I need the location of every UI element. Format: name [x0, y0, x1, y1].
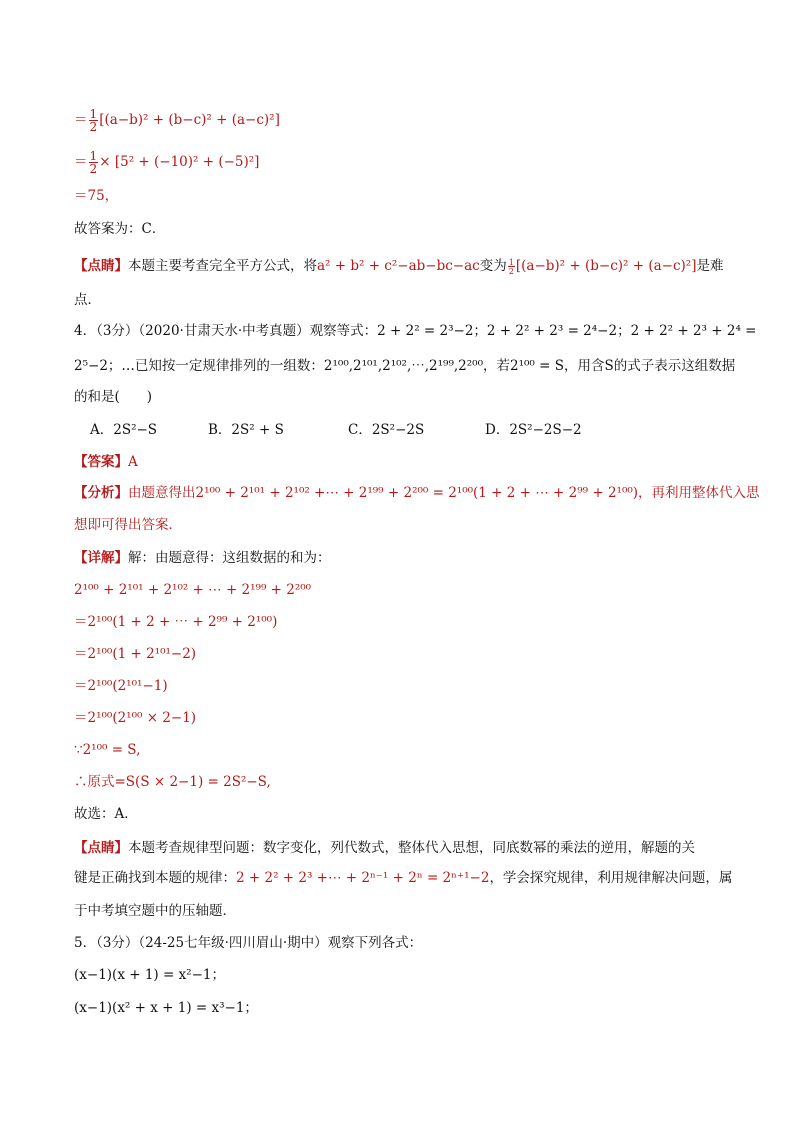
solution-line-3: ＝75， — [74, 188, 119, 204]
detail-line: 【详解】解：由题意得：这组数据的和为： — [74, 550, 331, 566]
question-5-eq-1: (x−1)(x + 1) = x²−1； — [74, 967, 225, 983]
tip-paragraph-2-line-2: 键是正确找到本题的规律：2 + 2² + 2³ +⋯ + 2ⁿ⁻¹ + 2ⁿ = 2ⁿ⁺¹−2，学会探究规律，利用规律解决问题，属 — [74, 870, 733, 886]
detail-step-2: ＝2¹⁰⁰(1 + 2 + ⋯ + 2⁹⁹ + 2¹⁰⁰) — [74, 614, 278, 630]
math-expression: a² + b² + c²−ab−bc−ac — [317, 258, 480, 274]
tip-paragraph-1: 【点睛】本题主要考查完全平方公式，将a² + b² + c²−ab−bc−ac变为 $\frac{1}{2}$ [(a−b)² + (b−c)² + (a−c)²]是难 — [74, 256, 724, 276]
math-expression: 2 + 2² = 2³−2；2 + 2² + 2³ = 2⁴−2；2 + 2² + 2³ + 2⁴ = — [377, 323, 757, 339]
tip-paragraph-1-cont: 点． — [74, 292, 101, 308]
math-expression: 2¹⁰⁰,2¹⁰¹,2¹⁰²,⋯,2¹⁹⁹,2²⁰⁰ — [323, 358, 483, 374]
detail-step-7: ∴原式=S(S × 2−1) = 2S²−S, — [74, 774, 271, 790]
math-expression: 2¹⁰⁰ + 2¹⁰¹ + 2¹⁰² +⋯ + 2¹⁹⁹ + 2²⁰⁰ = 2¹⁰⁰(1 + 2 + ⋯ + 2⁹⁹ + 2¹⁰⁰) — [195, 485, 639, 501]
question-5-eq-2: (x−1)(x² + x + 1) = x³−1； — [74, 1000, 258, 1016]
math-expression: [(a−b)² + (b−c)² + (a−c)²] — [99, 112, 280, 129]
math-expression: 2¹⁰⁰ = S — [510, 358, 564, 374]
math-expression: [(a−b)² + (b−c)² + (a−c)²] — [515, 258, 697, 274]
equals-sign: ＝ — [74, 112, 88, 129]
fraction-half: $\frac{1}{2}$ — [508, 256, 514, 276]
analysis-tag: 【分析】 — [74, 485, 128, 501]
solution-line-2 — [74, 150, 728, 175]
answer-line — [74, 452, 728, 472]
math-expression: × [5² + (−10)² + (−5)²] — [99, 154, 260, 171]
tip-tag: 【点睛】 — [74, 840, 128, 856]
answer-tag: 【答案】 — [74, 454, 128, 470]
detail-conclusion: 故选：A． — [74, 806, 138, 822]
equals-sign: ＝ — [74, 154, 88, 171]
analysis-line-1: 【分析】由题意得出2¹⁰⁰ + 2¹⁰¹ + 2¹⁰² +⋯ + 2¹⁹⁹ + 2²⁰⁰ = 2¹⁰⁰(1 + 2 + ⋯ + 2⁹⁹ + 2¹⁰⁰)，再利用整体代入思 — [74, 485, 760, 501]
tip-paragraph-2-line-3: 于中考填空题中的压轴题． — [74, 903, 236, 919]
option-b: B．2S² + S — [208, 422, 284, 438]
analysis-line-2: 想即可得出答案． — [74, 517, 182, 533]
question-4-options — [90, 420, 728, 440]
option-d: D．2S²−2S−2 — [485, 422, 582, 438]
question-4-line-3: 的和是( ) — [74, 389, 153, 405]
answer-value: A — [128, 454, 138, 470]
option-a: A．2S²−S — [90, 422, 158, 438]
fraction-half: $\frac{1}{2}$ — [89, 107, 98, 135]
answer-statement: 故答案为：C． — [74, 221, 166, 237]
math-expression: 2 + 2² + 2³ +⋯ + 2ⁿ⁻¹ + 2ⁿ = 2ⁿ⁺¹−2 — [236, 870, 490, 886]
detail-tag: 【详解】 — [74, 550, 128, 566]
fraction-half: $\frac{1}{2}$ — [89, 149, 98, 177]
question-4-line-2: 2⁵−2；…已知按一定规律排列的一组数：2¹⁰⁰,2¹⁰¹,2¹⁰²,⋯,2¹⁹⁹,2²⁰⁰，若2¹⁰⁰ = S，用含S的式子表示这组数据 — [74, 358, 736, 374]
option-c: C．2S²−2S — [348, 422, 425, 438]
question-4-line-1: 4．（3分）（2020·甘肃天水·中考真题）观察等式：2 + 2² = 2³−2；2 + 2² + 2³ = 2⁴−2；2 + 2² + 2³ + 2⁴ = — [74, 323, 757, 339]
detail-step-1: 2¹⁰⁰ + 2¹⁰¹ + 2¹⁰² + ⋯ + 2¹⁹⁹ + 2²⁰⁰ — [74, 582, 312, 598]
solution-line-1 — [74, 108, 728, 133]
tip-paragraph-2: 【点睛】本题考查规律型问题：数字变化，列代数式，整体代入思想，同底数幂的乘法的逆用，解题的关 — [74, 840, 695, 856]
detail-step-5: ＝2¹⁰⁰(2¹⁰⁰ × 2−1) — [74, 710, 197, 726]
detail-step-3: ＝2¹⁰⁰(1 + 2¹⁰¹−2) — [74, 646, 197, 662]
question-5-head: 5．（3分）（24-25七年级·四川眉山·期中）观察下列各式： — [74, 935, 423, 951]
detail-step-6: ∵2¹⁰⁰ = S, — [74, 742, 141, 758]
tip-tag: 【点睛】 — [74, 258, 128, 274]
detail-step-4: ＝2¹⁰⁰(2¹⁰¹−1) — [74, 678, 168, 694]
